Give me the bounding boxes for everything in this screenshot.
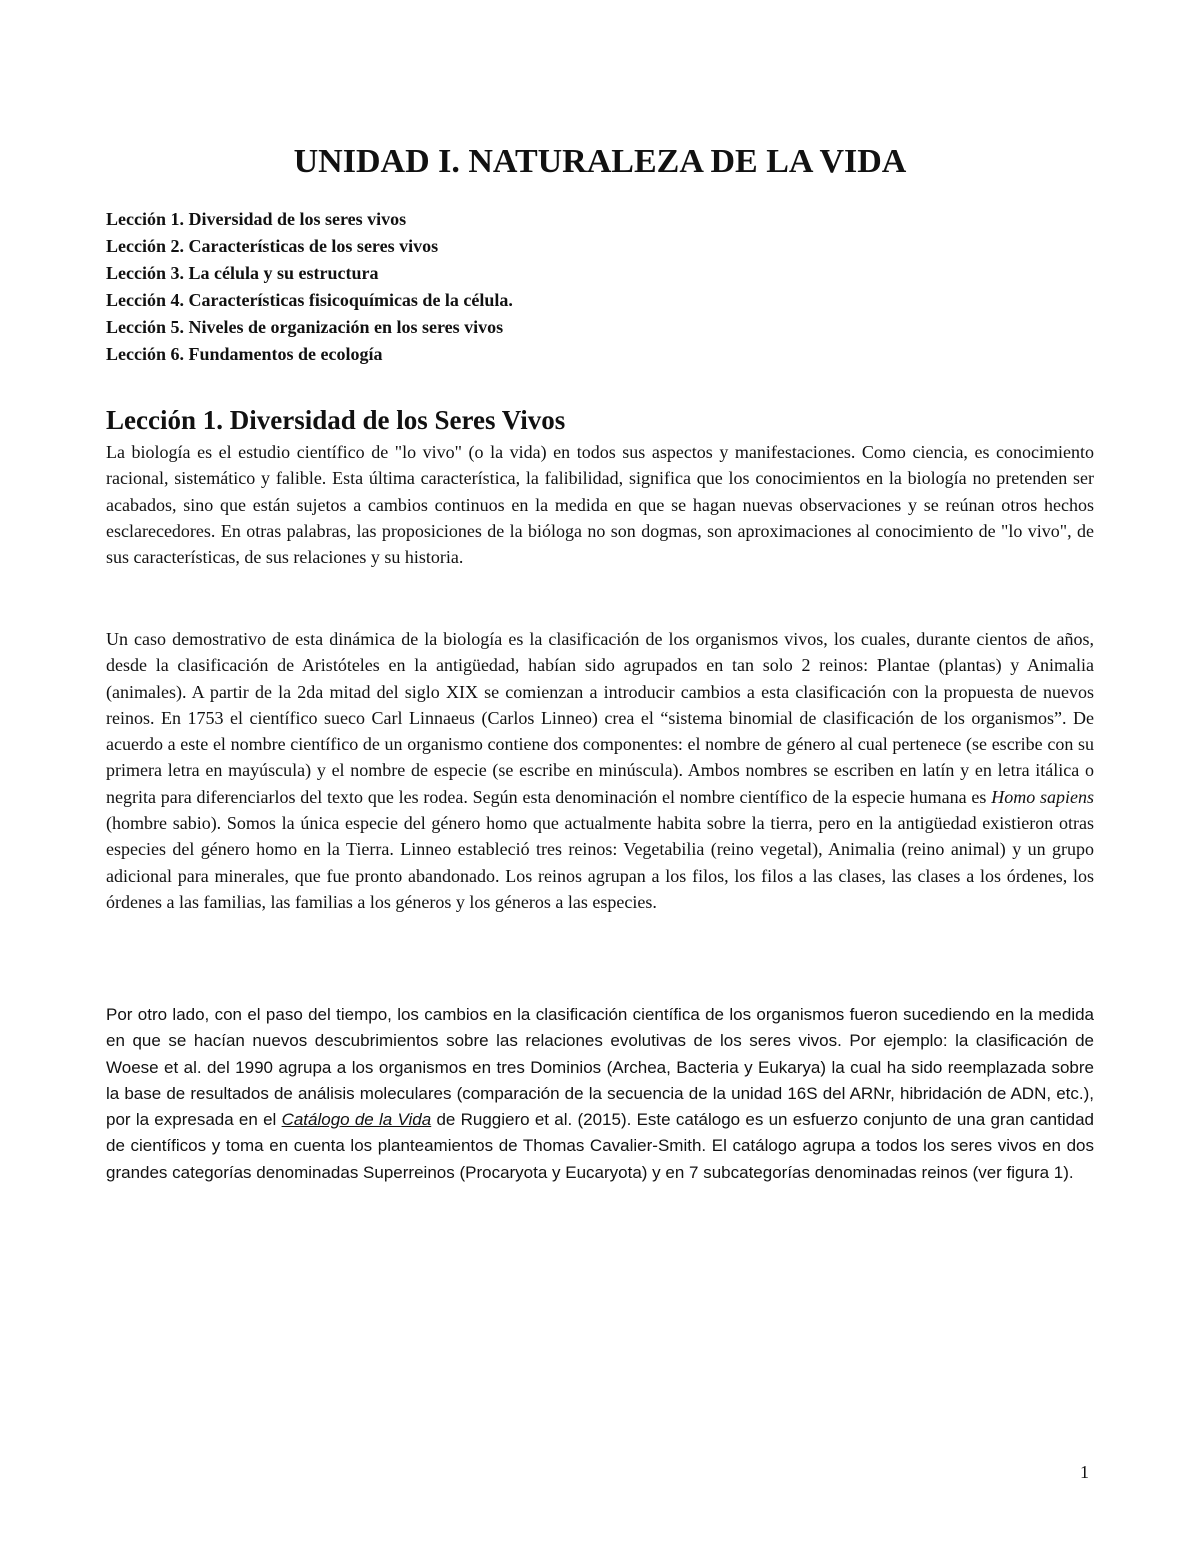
body-paragraph: [106, 626, 1094, 915]
paragraph-text: Un caso demostrativo de esta dinámica de la biología es la clasificación de los organismos vivos, los cuales, durante cientos de años, desde la clasificación de Aristóteles en la antigüedad, habían sido agrupados en tan solo 2 reinos: Plantae (plantas) y Animalia (animales). A partir de la 2da mitad del siglo XIX se comienzan a introducir cambios a esta clasificación con la propuesta de nuevos reinos. En 1753 el científico sueco Carl Linnaeus (Carlos Linneo) crea el “sistema binomial de clasificación de los organismos”. De acuerdo a este el nombre científico de un organismo contiene dos componentes: el nombre de género al cual pertenece (se escribe con su primera letra en mayúscula) y el nombre de especie (se escribe en minúscula). Ambos nombres se escriben en latín y en letra itálica o negrita para diferenciarlos del texto que les rodea. Según esta denominación el nombre científico de la especie humana es: [106, 629, 1094, 807]
section-heading: Lección 1. Diversidad de los Seres Vivos: [106, 405, 566, 435]
lesson-list-item: Lección 3. La célula y su estructura: [106, 263, 379, 283]
paragraph-text: Por otro lado, con el paso del tiempo, los cambios en la clasificación científica de los organismos fueron sucediendo en la medida en que se hacían nuevos descubrimientos sobre las relaciones evolutivas de los seres vivos. Por ejemplo: la clasificación de Woese et al. del 1990 agrupa a los organismos en tres Dominios (Archea, Bacteria y Eukarya) la cual ha sido reemplazada sobre la base de resultados de análisis moleculares (comparación de la secuencia de la unidad 16S del ARNr, hibridación de ADN, etc.), por la expresada en el: [106, 1005, 1094, 1130]
lesson-list-item: Lección 5. Niveles de organización en los seres vivos: [106, 317, 504, 337]
lesson-list-item: Lección 6. Fundamentos de ecología: [106, 344, 383, 364]
species-name: Homo sapiens: [991, 786, 1094, 807]
page-number: 1: [1080, 1462, 1089, 1482]
lesson-list-item: Lección 2. Características de los seres vivos: [106, 236, 439, 256]
unit-title: UNIDAD I. NATURALEZA DE LA VIDA: [293, 143, 907, 180]
lesson-list-item: Lección 4. Características fisicoquímicas de la célula.: [106, 290, 513, 310]
paragraph-text: de Ruggiero et al. (2015). Este catálogo es un esfuerzo conjunto de una gran cantidad de científicos y toma en cuenta los planteamientos de Thomas Cavalier-Smith. El catálogo agrupa a todos los seres vivos en dos grandes categorías denominadas Superreinos (Procaryota y Eucaryota) y en 7 subcategorías denominadas reinos (ver figura 1).: [106, 1110, 1094, 1182]
paragraph-text: (hombre sabio). Somos la única especie del género homo que actualmente habita sobre la tierra, pero en la antigüedad existieron otras especies del género homo en la Tierra. Linneo estableció tres reinos: Vegetabilia (reino vegetal), Animalia (reino animal) y un grupo adicional para minerales, que fue pronto abandonado. Los reinos agrupan a los filos, los filos a las clases, las clases a los órdenes, los órdenes a las familias, las familias a los géneros y los géneros a las especies.: [106, 813, 1094, 912]
lesson-list-item: Lección 1. Diversidad de los seres vivos: [106, 209, 407, 229]
catalog-link[interactable]: Catálogo de la Vida: [281, 1110, 432, 1130]
lesson-list: [106, 206, 1096, 368]
body-paragraph: [106, 1002, 1094, 1186]
body-paragraph: La biología es el estudio científico de "lo vivo" (o la vida) en todos sus aspectos y manifestaciones. Como ciencia, es conocimiento racional, sistemático y falible. Esta última característica, la falibilidad, significa que los conocimientos en la biología no pretenden ser acabados, sino que están sujetos a cambios continuos en la medida en que se hagan nuevas observaciones y se reúnan otros hechos esclarecedores. En otras palabras, las proposiciones de la bióloga no son dogmas, son aproximaciones al conocimiento de "lo vivo", de sus características, de sus relaciones y su historia.: [106, 442, 1094, 568]
